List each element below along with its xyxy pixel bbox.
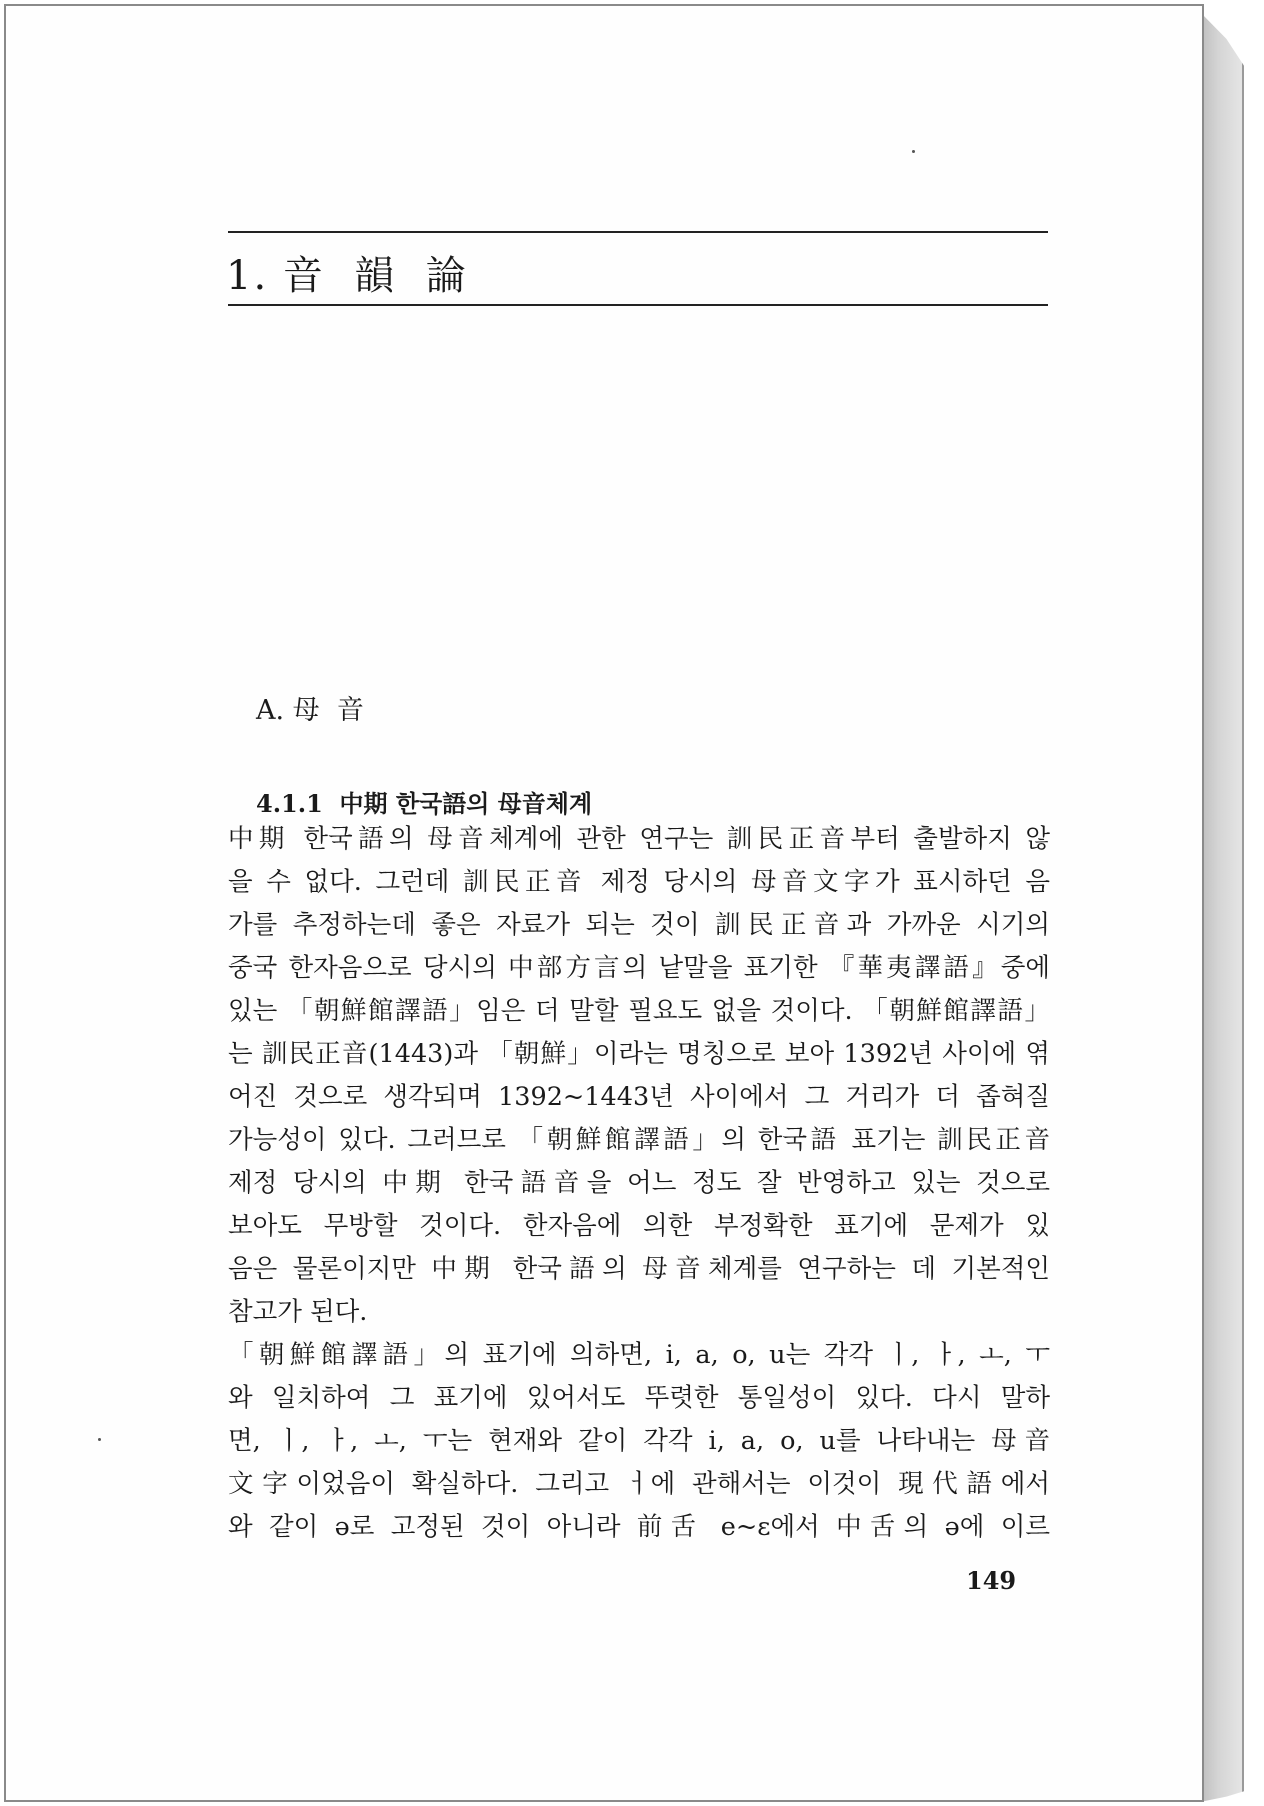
body-line: 면, ㅣ, ㅏ, ㅗ, ㅜ는 현재와 같이 각각 i, a, o, u를 나타내는 母音 bbox=[228, 1426, 1050, 1456]
body-line: 있는 「朝鮮館譯語」임은 더 말할 필요도 없을 것이다. 「朝鮮館譯語」 bbox=[228, 996, 1050, 1026]
section-heading: A. 母 音 bbox=[256, 695, 364, 726]
body-line: 을 수 없다. 그런데 訓民正音 제정 당시의 母音文字가 표시하던 음 bbox=[228, 867, 1050, 897]
body-line: 참고가 된다. bbox=[228, 1297, 368, 1327]
subsection-heading: 4.1.1 中期 한국語의 母音체계 bbox=[256, 789, 593, 818]
chapter-rule-top bbox=[228, 231, 1048, 233]
body-line: 음은 물론이지만 中期 한국語의 母音체계를 연구하는 데 기본적인 bbox=[228, 1254, 1050, 1284]
body-text bbox=[228, 818, 1050, 1549]
page-stack-edge-border bbox=[1200, 12, 1244, 1802]
body-line: 文字이었음이 확실하다. 그리고 ㅓ에 관해서는 이것이 現代語에서 bbox=[228, 1469, 1050, 1499]
chapter-title: 1. 音 韻 論 bbox=[226, 253, 468, 299]
body-line: 와 같이 ə로 고정된 것이 아니라 前舌 e~ɛ에서 中舌의 ə에 이르 bbox=[228, 1512, 1050, 1542]
body-line: 가를 추정하는데 좋은 자료가 되는 것이 訓民正音과 가까운 시기의 bbox=[228, 910, 1050, 940]
scan-speck bbox=[912, 150, 915, 153]
body-line: 제정 당시의 中期 한국語音을 어느 정도 잘 반영하고 있는 것으로 bbox=[228, 1168, 1050, 1198]
body-line: 보아도 무방할 것이다. 한자음에 의한 부정확한 표기에 문제가 있 bbox=[228, 1211, 1050, 1241]
body-line: 는 訓民正音(1443)과 「朝鮮」이라는 명칭으로 보아 1392년 사이에 엮 bbox=[228, 1039, 1050, 1069]
body-line: 中期 한국語의 母音체계에 관한 연구는 訓民正音부터 출발하지 않 bbox=[228, 824, 1050, 854]
body-line: 중국 한자음으로 당시의 中部方言의 낱말을 표기한 『華夷譯語』중에 bbox=[228, 953, 1050, 983]
book-page bbox=[4, 4, 1204, 1802]
body-line: 와 일치하여 그 표기에 있어서도 뚜렷한 통일성이 있다. 다시 말하 bbox=[228, 1383, 1050, 1413]
body-line: 어진 것으로 생각되며 1392~1443년 사이에서 그 거리가 더 좁혀질 bbox=[228, 1082, 1050, 1112]
body-line: 가능성이 있다. 그러므로 「朝鮮館譯語」의 한국語 표기는 訓民正音 bbox=[228, 1125, 1050, 1155]
body-line: 「朝鮮館譯語」의 표기에 의하면, i, a, o, u는 각각 ㅣ, ㅏ, ㅗ, ㅜ bbox=[228, 1340, 1050, 1370]
chapter-rule-bottom bbox=[228, 304, 1048, 306]
page-number: 149 bbox=[966, 1566, 1017, 1595]
scan-speck bbox=[98, 1438, 101, 1441]
